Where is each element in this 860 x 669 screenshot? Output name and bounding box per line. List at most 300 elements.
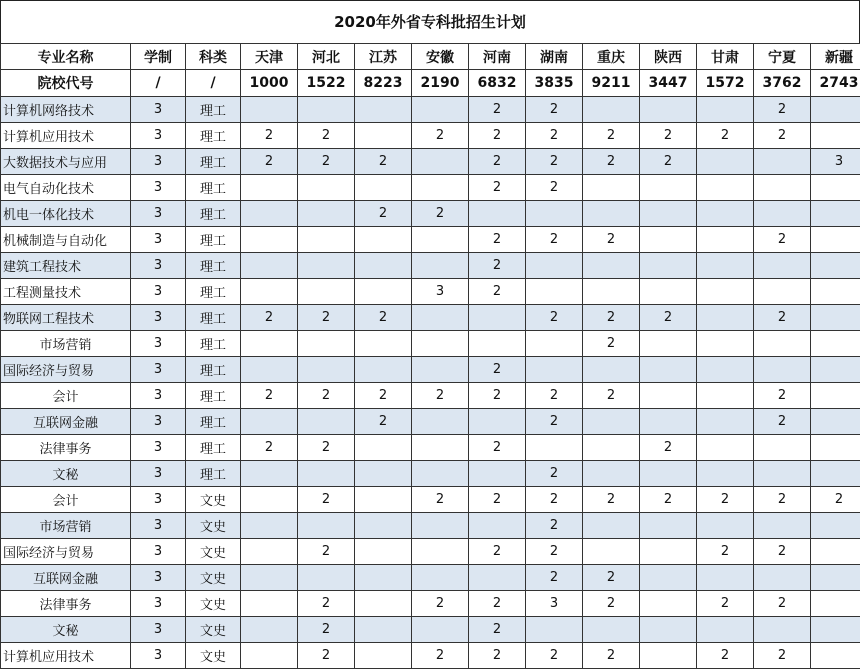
quota-cell: 2 <box>469 643 526 669</box>
quota-cell: 2 <box>583 487 640 513</box>
quota-cell <box>355 461 412 487</box>
table-row <box>1 617 860 643</box>
quota-cell: 2 <box>469 227 526 253</box>
quota-cell <box>298 253 355 279</box>
quota-cell <box>697 461 754 487</box>
quota-cell: 2 <box>583 383 640 409</box>
quota-cell: 2 <box>697 643 754 669</box>
quota-cell <box>640 253 697 279</box>
quota-cell <box>640 643 697 669</box>
quota-cell <box>298 513 355 539</box>
quota-cell: 2 <box>526 539 583 565</box>
category-cell: 理工 <box>186 461 241 487</box>
duration-cell: 3 <box>131 175 186 201</box>
quota-cell <box>412 409 469 435</box>
quota-cell: 2 <box>640 123 697 149</box>
quota-cell <box>412 565 469 591</box>
quota-cell <box>640 409 697 435</box>
quota-cell: 2 <box>469 591 526 617</box>
column-header: 专业名称 <box>1 44 131 70</box>
table-row <box>1 227 860 253</box>
quota-cell <box>697 435 754 461</box>
quota-cell: 2 <box>640 487 697 513</box>
quota-cell <box>754 461 811 487</box>
institution-code-cell: 6832 <box>469 70 526 97</box>
major-name-cell: 会计 <box>1 383 131 409</box>
quota-cell <box>811 383 860 409</box>
table-row <box>1 201 860 227</box>
quota-cell: 2 <box>697 539 754 565</box>
category-cell: 理工 <box>186 435 241 461</box>
quota-cell <box>355 357 412 383</box>
major-name-cell: 计算机网络技术 <box>1 97 131 123</box>
quota-cell <box>754 279 811 305</box>
duration-cell: 3 <box>131 331 186 357</box>
quota-cell: 2 <box>412 383 469 409</box>
quota-cell: 2 <box>583 643 640 669</box>
quota-cell: 2 <box>298 591 355 617</box>
duration-cell: 3 <box>131 253 186 279</box>
category-cell: 理工 <box>186 383 241 409</box>
table-row <box>1 461 860 487</box>
quota-cell: 2 <box>754 123 811 149</box>
institution-code-cell: 8223 <box>355 70 412 97</box>
quota-cell <box>241 487 298 513</box>
quota-cell <box>640 383 697 409</box>
enrollment-plan-table <box>0 43 860 669</box>
major-name-cell: 机械制造与自动化 <box>1 227 131 253</box>
quota-cell: 2 <box>241 123 298 149</box>
quota-cell <box>469 513 526 539</box>
quota-cell <box>583 435 640 461</box>
major-name-cell: 法律事务 <box>1 591 131 617</box>
duration-cell: 3 <box>131 539 186 565</box>
quota-cell <box>355 123 412 149</box>
quota-cell <box>811 175 860 201</box>
quota-cell: 2 <box>469 539 526 565</box>
major-name-cell: 文秘 <box>1 461 131 487</box>
quota-cell <box>241 513 298 539</box>
quota-cell <box>811 565 860 591</box>
major-name-cell: 国际经济与贸易 <box>1 357 131 383</box>
quota-cell: 2 <box>526 643 583 669</box>
institution-code-cell: 9211 <box>583 70 640 97</box>
quota-cell <box>298 357 355 383</box>
quota-cell <box>640 279 697 305</box>
institution-code-cell: 1572 <box>697 70 754 97</box>
table-row <box>1 383 860 409</box>
category-cell: 文史 <box>186 539 241 565</box>
quota-cell <box>526 357 583 383</box>
quota-cell <box>355 175 412 201</box>
category-cell: 文史 <box>186 617 241 643</box>
quota-cell: 2 <box>754 643 811 669</box>
quota-cell <box>241 331 298 357</box>
quota-cell <box>583 357 640 383</box>
quota-cell <box>412 305 469 331</box>
category-cell: 理工 <box>186 279 241 305</box>
table-row <box>1 487 860 513</box>
quota-cell: 2 <box>298 305 355 331</box>
quota-cell <box>241 461 298 487</box>
table-row <box>1 539 860 565</box>
quota-cell <box>241 253 298 279</box>
category-cell: 理工 <box>186 123 241 149</box>
quota-cell: 2 <box>754 487 811 513</box>
duration-cell: 3 <box>131 123 186 149</box>
quota-cell <box>640 617 697 643</box>
quota-cell <box>241 97 298 123</box>
quota-cell <box>412 253 469 279</box>
table-row <box>1 253 860 279</box>
quota-cell <box>697 305 754 331</box>
quota-cell <box>697 409 754 435</box>
quota-cell: 2 <box>754 97 811 123</box>
category-cell: 文史 <box>186 487 241 513</box>
duration-cell: 3 <box>131 201 186 227</box>
quota-cell: 2 <box>355 149 412 175</box>
quota-cell <box>640 461 697 487</box>
duration-cell: 3 <box>131 643 186 669</box>
quota-cell: 2 <box>469 149 526 175</box>
major-name-cell: 工程测量技术 <box>1 279 131 305</box>
quota-cell: 2 <box>583 565 640 591</box>
quota-cell: 2 <box>697 487 754 513</box>
quota-cell <box>412 435 469 461</box>
quota-cell <box>583 201 640 227</box>
table-body <box>1 97 860 669</box>
duration-cell: 3 <box>131 513 186 539</box>
duration-cell: 3 <box>131 97 186 123</box>
quota-cell <box>811 435 860 461</box>
quota-cell <box>469 305 526 331</box>
quota-cell <box>412 97 469 123</box>
major-name-cell: 电气自动化技术 <box>1 175 131 201</box>
quota-cell <box>298 97 355 123</box>
category-cell: 文史 <box>186 643 241 669</box>
quota-cell <box>640 357 697 383</box>
column-header: 河南 <box>469 44 526 70</box>
quota-cell <box>355 539 412 565</box>
quota-cell: 2 <box>526 97 583 123</box>
quota-cell <box>298 461 355 487</box>
quota-cell <box>469 461 526 487</box>
quota-cell <box>697 201 754 227</box>
column-header: 江苏 <box>355 44 412 70</box>
quota-cell: 2 <box>469 435 526 461</box>
quota-cell <box>355 565 412 591</box>
table-row <box>1 149 860 175</box>
major-name-cell: 文秘 <box>1 617 131 643</box>
quota-cell: 2 <box>583 331 640 357</box>
institution-code-cell: 3447 <box>640 70 697 97</box>
quota-cell <box>811 123 860 149</box>
quota-cell: 2 <box>298 123 355 149</box>
duration-cell: 3 <box>131 487 186 513</box>
quota-cell: 2 <box>697 591 754 617</box>
quota-cell: 2 <box>697 123 754 149</box>
quota-cell <box>355 487 412 513</box>
quota-cell <box>811 97 860 123</box>
quota-cell <box>640 97 697 123</box>
major-name-cell: 互联网金融 <box>1 565 131 591</box>
quota-cell: 2 <box>526 513 583 539</box>
duration-cell: 3 <box>131 565 186 591</box>
institution-code-row <box>1 70 860 97</box>
quota-cell <box>526 617 583 643</box>
institution-code-cell: 1522 <box>298 70 355 97</box>
quota-cell <box>640 175 697 201</box>
quota-cell: 2 <box>298 643 355 669</box>
quota-cell <box>298 227 355 253</box>
quota-cell: 2 <box>241 435 298 461</box>
quota-cell <box>697 279 754 305</box>
quota-cell: 2 <box>811 487 860 513</box>
quota-cell: 2 <box>355 409 412 435</box>
category-cell: 理工 <box>186 331 241 357</box>
quota-cell <box>811 331 860 357</box>
quota-cell: 2 <box>298 149 355 175</box>
column-header: 学制 <box>131 44 186 70</box>
quota-cell: 2 <box>298 487 355 513</box>
category-cell: 理工 <box>186 253 241 279</box>
quota-cell: 2 <box>754 305 811 331</box>
quota-cell: 2 <box>469 487 526 513</box>
quota-cell <box>355 591 412 617</box>
quota-cell <box>526 435 583 461</box>
quota-cell: 2 <box>526 487 583 513</box>
quota-cell <box>469 331 526 357</box>
major-name-cell: 市场营销 <box>1 513 131 539</box>
quota-cell <box>754 617 811 643</box>
quota-cell: 2 <box>469 97 526 123</box>
category-cell: 理工 <box>186 227 241 253</box>
major-name-cell: 计算机应用技术 <box>1 123 131 149</box>
quota-cell <box>412 175 469 201</box>
major-name-cell: 会计 <box>1 487 131 513</box>
quota-cell <box>640 591 697 617</box>
quota-cell <box>583 539 640 565</box>
quota-cell <box>583 617 640 643</box>
quota-cell: 3 <box>526 591 583 617</box>
quota-cell: 2 <box>412 487 469 513</box>
quota-cell <box>526 279 583 305</box>
quota-cell: 2 <box>412 123 469 149</box>
major-name-cell: 建筑工程技术 <box>1 253 131 279</box>
quota-cell <box>811 279 860 305</box>
quota-cell <box>241 227 298 253</box>
column-header: 湖南 <box>526 44 583 70</box>
quota-cell <box>640 539 697 565</box>
quota-cell <box>412 149 469 175</box>
table-row <box>1 643 860 669</box>
quota-cell <box>298 175 355 201</box>
quota-cell <box>412 461 469 487</box>
quota-cell <box>811 357 860 383</box>
quota-cell <box>754 175 811 201</box>
quota-cell <box>754 149 811 175</box>
quota-cell <box>697 253 754 279</box>
quota-cell: 2 <box>298 539 355 565</box>
quota-cell: 2 <box>583 591 640 617</box>
quota-cell: 2 <box>526 461 583 487</box>
quota-cell <box>241 565 298 591</box>
quota-cell: 2 <box>469 357 526 383</box>
quota-cell <box>754 435 811 461</box>
quota-cell: 2 <box>754 539 811 565</box>
table-row <box>1 331 860 357</box>
quota-cell <box>241 201 298 227</box>
column-header: 新疆 <box>811 44 860 70</box>
table-row <box>1 565 860 591</box>
quota-cell: 2 <box>583 149 640 175</box>
quota-cell <box>412 539 469 565</box>
duration-cell: 3 <box>131 149 186 175</box>
quota-cell: 2 <box>241 383 298 409</box>
duration-cell: 3 <box>131 383 186 409</box>
quota-cell <box>697 331 754 357</box>
quota-cell <box>298 409 355 435</box>
quota-cell: 2 <box>298 617 355 643</box>
quota-cell <box>355 253 412 279</box>
major-name-cell: 互联网金融 <box>1 409 131 435</box>
duration-cell: 3 <box>131 461 186 487</box>
duration-cell: 3 <box>131 435 186 461</box>
quota-cell <box>640 565 697 591</box>
category-cell: 理工 <box>186 357 241 383</box>
quota-cell <box>412 331 469 357</box>
quota-cell <box>811 305 860 331</box>
quota-cell: 2 <box>526 175 583 201</box>
duration-cell: 3 <box>131 409 186 435</box>
quota-cell <box>241 643 298 669</box>
quota-cell: 2 <box>469 253 526 279</box>
quota-cell <box>241 617 298 643</box>
duration-cell: 3 <box>131 617 186 643</box>
quota-cell <box>583 175 640 201</box>
quota-cell <box>640 513 697 539</box>
major-name-cell: 法律事务 <box>1 435 131 461</box>
quota-cell: 2 <box>526 227 583 253</box>
quota-cell: 2 <box>526 409 583 435</box>
institution-code-cell: 2190 <box>412 70 469 97</box>
duration-cell: 3 <box>131 357 186 383</box>
quota-cell: 2 <box>298 435 355 461</box>
quota-cell <box>811 617 860 643</box>
quota-cell <box>811 539 860 565</box>
quota-cell <box>697 227 754 253</box>
quota-cell: 2 <box>469 279 526 305</box>
column-header: 陕西 <box>640 44 697 70</box>
category-cell: 理工 <box>186 97 241 123</box>
quota-cell: 2 <box>754 383 811 409</box>
quota-cell <box>355 617 412 643</box>
quota-cell <box>583 253 640 279</box>
quota-cell <box>355 97 412 123</box>
quota-cell: 3 <box>811 149 860 175</box>
column-header: 宁夏 <box>754 44 811 70</box>
quota-cell <box>298 279 355 305</box>
table-row <box>1 357 860 383</box>
duration-cell: 3 <box>131 227 186 253</box>
quota-cell: 2 <box>469 617 526 643</box>
quota-cell: 2 <box>412 643 469 669</box>
quota-cell <box>583 513 640 539</box>
institution-code-cell: / <box>186 70 241 97</box>
quota-cell: 2 <box>640 435 697 461</box>
quota-cell <box>754 253 811 279</box>
quota-cell <box>697 617 754 643</box>
institution-code-cell: 2743 <box>811 70 860 97</box>
quota-cell: 2 <box>754 227 811 253</box>
quota-cell <box>412 227 469 253</box>
major-name-cell: 物联网工程技术 <box>1 305 131 331</box>
major-name-cell: 机电一体化技术 <box>1 201 131 227</box>
institution-code-cell: 3762 <box>754 70 811 97</box>
quota-cell <box>697 565 754 591</box>
quota-cell <box>583 97 640 123</box>
quota-cell: 2 <box>241 149 298 175</box>
quota-cell <box>754 565 811 591</box>
quota-cell <box>811 201 860 227</box>
major-name-cell: 国际经济与贸易 <box>1 539 131 565</box>
quota-cell <box>526 253 583 279</box>
institution-code-cell: 1000 <box>241 70 298 97</box>
quota-cell <box>412 357 469 383</box>
column-header: 科类 <box>186 44 241 70</box>
quota-cell <box>640 201 697 227</box>
duration-cell: 3 <box>131 305 186 331</box>
quota-cell <box>355 513 412 539</box>
table-row <box>1 97 860 123</box>
quota-cell <box>241 409 298 435</box>
quota-cell <box>754 201 811 227</box>
quota-cell <box>241 591 298 617</box>
column-header: 安徽 <box>412 44 469 70</box>
quota-cell <box>469 565 526 591</box>
quota-cell <box>355 435 412 461</box>
institution-code-cell: / <box>131 70 186 97</box>
quota-cell <box>298 201 355 227</box>
quota-cell <box>811 409 860 435</box>
category-cell: 理工 <box>186 149 241 175</box>
quota-cell <box>412 617 469 643</box>
quota-cell: 2 <box>583 123 640 149</box>
table-row <box>1 279 860 305</box>
quota-cell <box>697 175 754 201</box>
quota-cell: 2 <box>241 305 298 331</box>
quota-cell <box>469 409 526 435</box>
quota-cell: 2 <box>754 409 811 435</box>
quota-cell: 2 <box>526 383 583 409</box>
quota-cell: 2 <box>469 123 526 149</box>
quota-cell <box>640 227 697 253</box>
quota-cell: 2 <box>412 591 469 617</box>
quota-cell <box>241 357 298 383</box>
quota-cell: 2 <box>355 305 412 331</box>
quota-cell: 2 <box>355 383 412 409</box>
quota-cell: 2 <box>583 227 640 253</box>
quota-cell <box>412 513 469 539</box>
column-header: 天津 <box>241 44 298 70</box>
table-row <box>1 175 860 201</box>
quota-cell: 2 <box>355 201 412 227</box>
quota-cell <box>526 201 583 227</box>
category-cell: 文史 <box>186 565 241 591</box>
quota-cell: 2 <box>469 383 526 409</box>
quota-cell <box>241 175 298 201</box>
table-row <box>1 123 860 149</box>
